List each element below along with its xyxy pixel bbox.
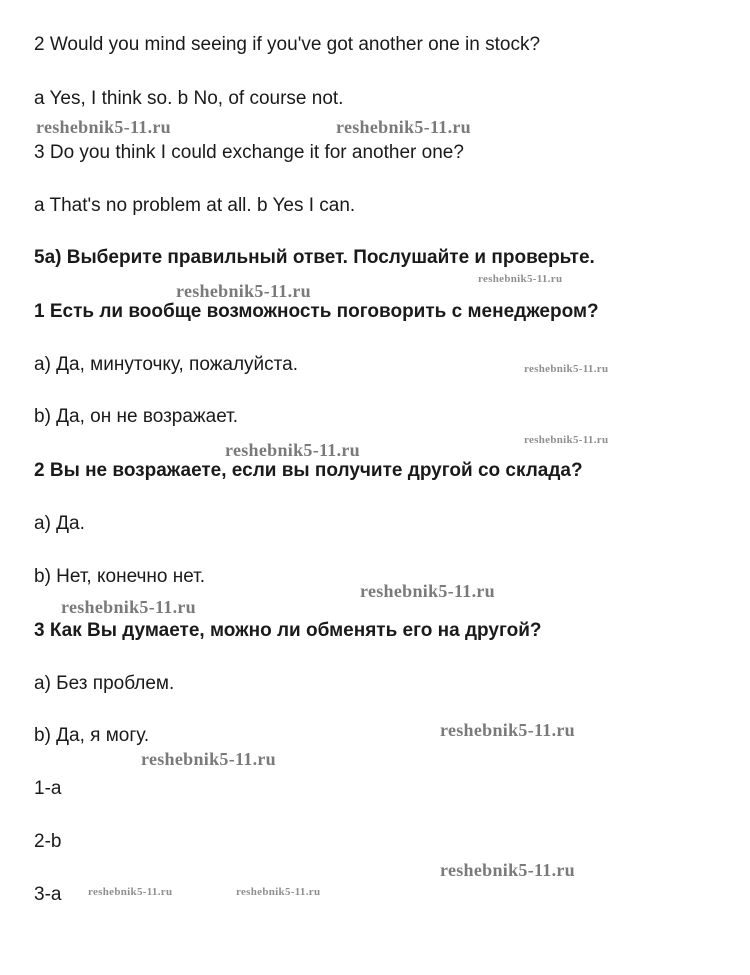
exercise-5a-heading: 5a) Выберите правильный ответ. Послушайте и проверьте. <box>34 247 595 268</box>
watermark: reshebnik5-11.ru <box>88 886 173 898</box>
watermark: reshebnik5-11.ru <box>225 440 360 460</box>
question-3-ru: 3 Как Вы думаете, можно ли обменять его на другой? <box>34 620 542 641</box>
watermark: reshebnik5-11.ru <box>440 860 575 880</box>
watermark: reshebnik5-11.ru <box>36 117 171 137</box>
answer-1b-ru: b) Да, он не возражает. <box>34 406 239 427</box>
watermark: reshebnik5-11.ru <box>524 363 609 375</box>
answer-2b-ru: b) Нет, конечно нет. <box>34 566 206 587</box>
watermark: reshebnik5-11.ru <box>440 720 575 740</box>
answer-2a-ru: a) Да. <box>34 513 85 534</box>
watermark: reshebnik5-11.ru <box>236 886 321 898</box>
question-3-en: 3 Do you think I could exchange it for another one? <box>34 142 464 163</box>
answer-3-en: a That's no problem at all. b Yes I can. <box>34 195 356 216</box>
answer-2-en: a Yes, I think so. b No, of course not. <box>34 88 344 109</box>
question-2-en: 2 Would you mind seeing if you've got another one in stock? <box>34 34 541 55</box>
question-1-ru: 1 Есть ли вообще возможность поговорить с менеджером? <box>34 301 599 322</box>
watermark: reshebnik5-11.ru <box>360 581 495 601</box>
key-2: 2-b <box>34 831 62 852</box>
answer-3a-ru: a) Без проблем. <box>34 673 175 694</box>
watermark: reshebnik5-11.ru <box>61 597 196 617</box>
watermark: reshebnik5-11.ru <box>524 434 609 446</box>
watermark: reshebnik5-11.ru <box>176 281 311 301</box>
question-2-ru: 2 Вы не возражаете, если вы получите другой со склада? <box>34 460 583 481</box>
watermark: reshebnik5-11.ru <box>336 117 471 137</box>
answer-3b-ru: b) Да, я могу. <box>34 725 150 746</box>
watermark: reshebnik5-11.ru <box>141 749 276 769</box>
answer-1a-ru: a) Да, минуточку, пожалуйста. <box>34 354 299 375</box>
key-3: 3-a <box>34 884 62 905</box>
key-1: 1-a <box>34 778 62 799</box>
watermark: reshebnik5-11.ru <box>478 273 563 285</box>
